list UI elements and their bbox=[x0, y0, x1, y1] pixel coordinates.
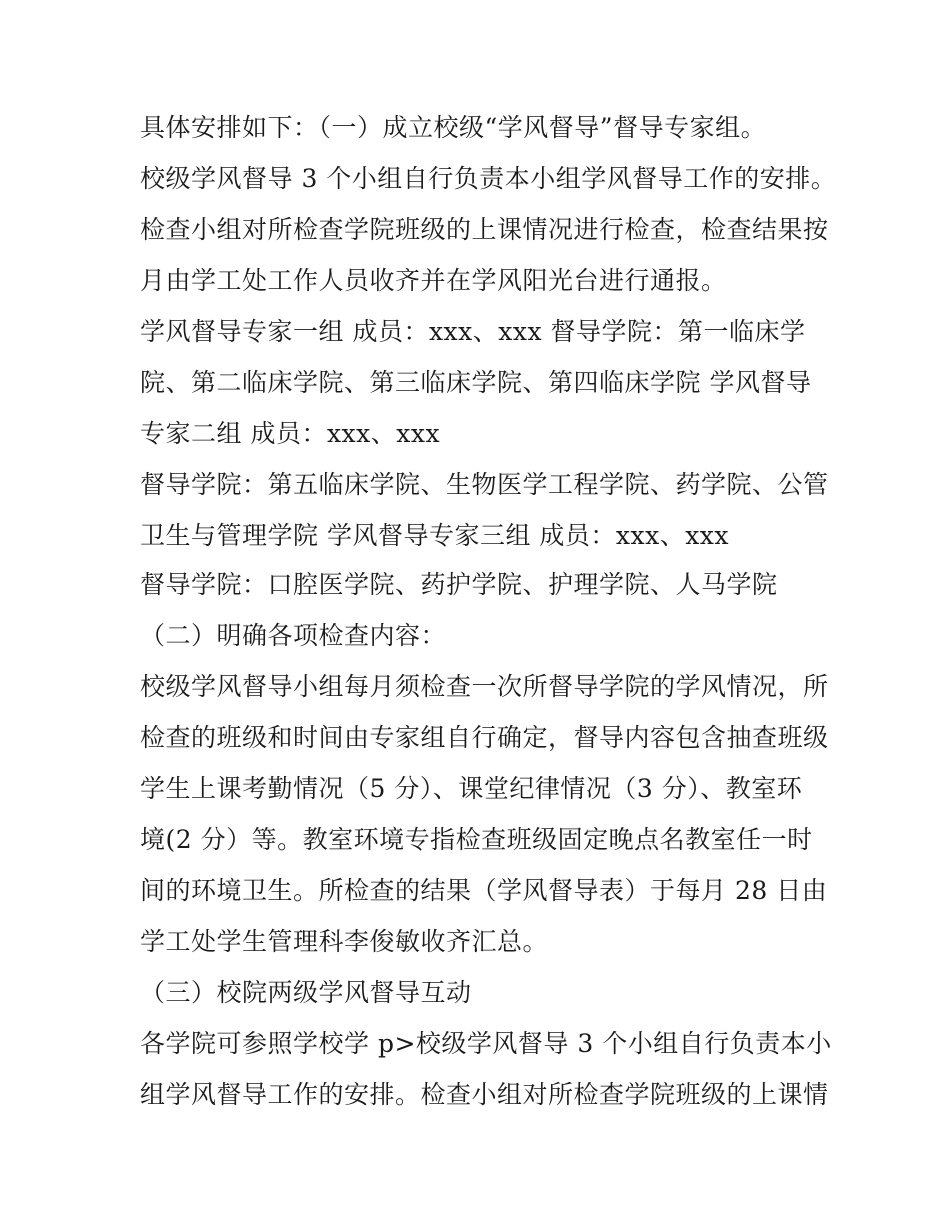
text-line-10: 督导学院：口腔医学院、药护学院、护理学院、人马学院 bbox=[140, 570, 778, 599]
text-line-1: 具体安排如下：（一）成立校级“学风督导”督导专家组。 bbox=[140, 113, 767, 142]
section-heading-2: （二）明确各项检查内容： bbox=[140, 621, 447, 650]
text-line-3: 检查小组对所检查学院班级的上课情况进行检查，检查结果按 bbox=[140, 215, 829, 244]
text-line-9: 卫生与管理学院 学风督导专家三组 成员：xxx、xxx bbox=[140, 521, 729, 550]
text-line-16: 间的环境卫生。所检查的结果（学风督导表）于每月 28 日由 bbox=[140, 876, 828, 905]
text-line-7: 专家二组 成员：xxx、xxx bbox=[140, 419, 441, 448]
text-line-2: 校级学风督导 3 个小组自行负责本小组学风督导工作的安排。 bbox=[140, 164, 837, 193]
text-line-19: 各学院可参照学校学 p>校级学风督导 3 个小组自行负责本小 bbox=[140, 1029, 832, 1058]
text-line-13: 检查的班级和时间由专家组自行确定，督导内容包含抽查班级 bbox=[140, 723, 829, 752]
text-line-20: 组学风督导工作的安排。检查小组对所检查学院班级的上课情 bbox=[140, 1080, 829, 1109]
text-line-12: 校级学风督导小组每月须检查一次所督导学院的学风情况，所 bbox=[140, 672, 829, 701]
text-line-8: 督导学院：第五临床学院、生物医学工程学院、药学院、公管 bbox=[140, 470, 829, 499]
text-line-6: 院、第二临床学院、第三临床学院、第四临床学院 学风督导 bbox=[140, 368, 812, 397]
section-heading-3: （三）校院两级学风督导互动 bbox=[140, 978, 472, 1007]
text-line-5: 学风督导专家一组 成员：xxx、xxx 督导学院：第一临床学 bbox=[140, 317, 806, 346]
text-line-14: 学生上课考勤情况（5 分）、课堂纪律情况（3 分）、教室环 bbox=[140, 774, 803, 803]
text-line-17: 学工处学生管理科李俊敏收齐汇总。 bbox=[140, 927, 549, 956]
text-line-4: 月由学工处工作人员收齐并在学风阳光台进行通报。 bbox=[140, 266, 727, 295]
text-line-15: 境(2 分）等。教室环境专指检查班级固定晚点名教室任一时 bbox=[140, 825, 813, 854]
